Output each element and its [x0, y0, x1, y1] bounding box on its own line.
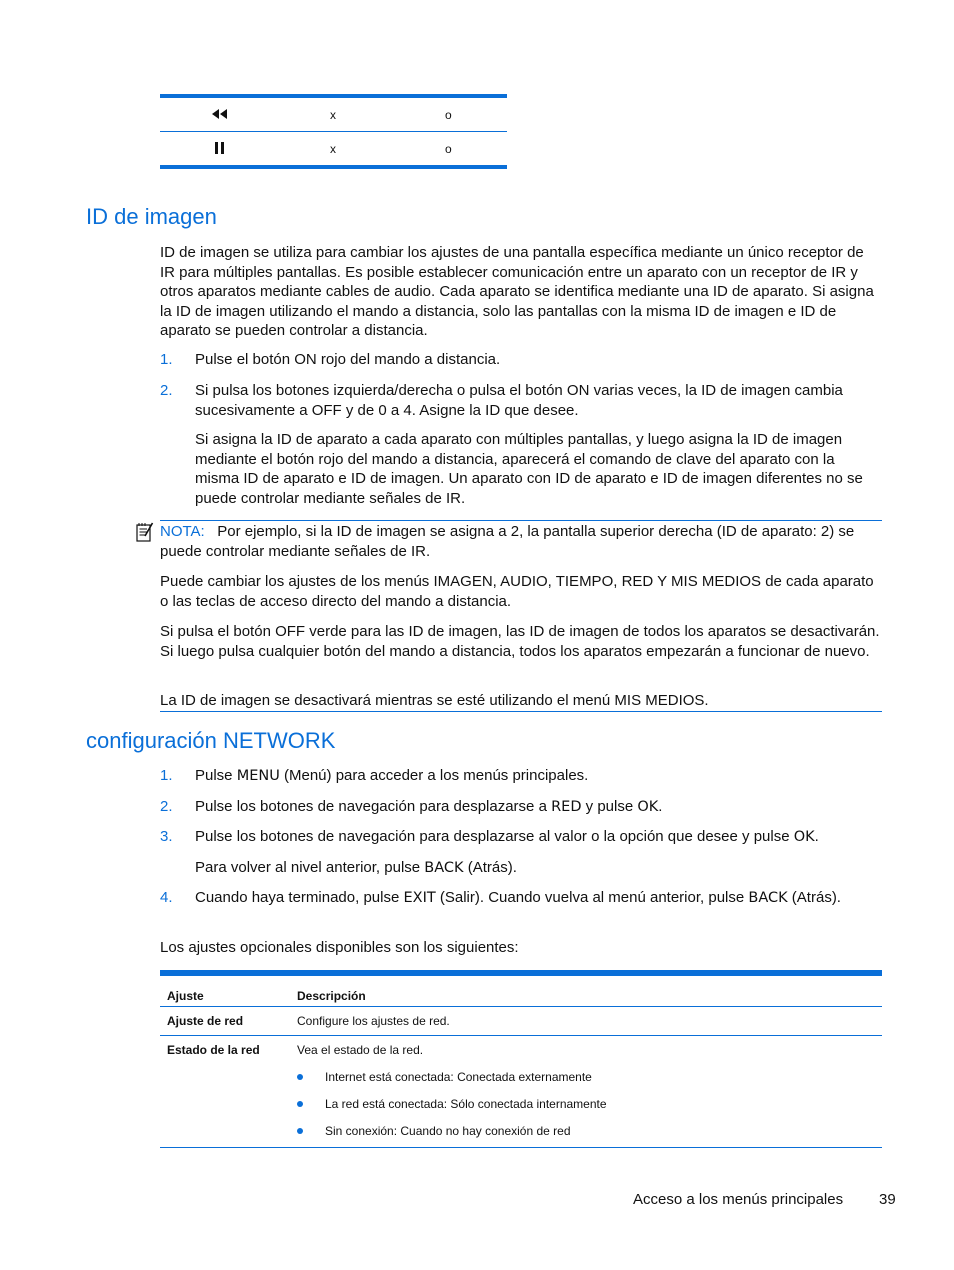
step-number: 1.	[160, 767, 173, 784]
step-number: 3.	[160, 828, 173, 845]
note-paragraph: Puede cambiar los ajustes de los menús IMAGEN, AUDIO, TIEMPO, RED Y MIS MEDIOS de cada aparato o las teclas de acceso directo del mando a distancia.	[160, 573, 874, 610]
table-row	[160, 1007, 882, 1036]
table-cell: o	[445, 108, 452, 122]
rewind-icon	[210, 107, 230, 121]
setting-description: Configure los ajustes de red.	[297, 1014, 450, 1028]
bullet-text: Sin conexión: Cuando no hay conexión de red	[325, 1124, 571, 1138]
step-number: 2.	[160, 382, 173, 399]
bullet-icon	[297, 1074, 303, 1080]
text-run: (Atrás).	[787, 889, 841, 906]
text-run: Pulse los botones de navegación para desplazarse a	[195, 798, 552, 815]
text-run: (Atrás).	[463, 859, 517, 876]
bullet-text: La red está conectada: Sólo conectada internamente	[325, 1097, 607, 1111]
note-paragraph: Si pulsa el botón OFF verde para las ID de imagen, las ID de imagen de todos los aparatos se desactivarán. Si luego pulsa cualquier botón del mando a distancia, todos los aparatos empezarán a funcionar de nuevo.	[160, 623, 880, 660]
step-subparagraph	[195, 858, 882, 879]
setting-description: Vea el estado de la red.	[297, 1043, 424, 1057]
table-cell: o	[445, 142, 452, 156]
note-top-rule	[160, 520, 882, 521]
options-intro: Los ajustes opcionales disponibles son los siguientes:	[160, 939, 519, 956]
note-paragraph	[160, 522, 882, 561]
note-text: Por ejemplo, si la ID de imagen se asigna a 2, la pantalla superior derecha (ID de aparato: 2) se puede controlar mediante señales de IR.	[160, 523, 855, 560]
text-run: (Salir). Cuando vuelva al menú anterior, pulse	[435, 889, 749, 906]
text-run: .	[658, 798, 663, 815]
setting-name: Ajuste de red	[167, 1014, 244, 1028]
step-number: 1.	[160, 351, 173, 368]
note-icon	[136, 522, 154, 542]
key-back: BACK	[424, 860, 464, 876]
table-row	[160, 98, 507, 131]
key-ok: OK	[637, 799, 659, 815]
text-run: (Menú) para acceder a los menús principales.	[279, 767, 589, 784]
note-paragraph: La ID de imagen se desactivará mientras se esté utilizando el menú MIS MEDIOS.	[160, 692, 709, 709]
table-cell: x	[330, 108, 336, 122]
section-title-id-imagen: ID de imagen	[86, 204, 217, 229]
page-number: 39	[879, 1191, 896, 1208]
text-run: y pulse	[581, 798, 638, 815]
key-red: RED	[551, 799, 582, 815]
step-text	[195, 797, 882, 818]
table-cell: x	[330, 142, 336, 156]
key-menu: MENU	[236, 768, 280, 784]
key-exit: EXIT	[403, 890, 436, 906]
remote-buttons-table	[160, 94, 507, 169]
note-label: NOTA:	[160, 523, 205, 540]
network-settings-table	[160, 970, 882, 1148]
step-text: Pulse el botón ON rojo del mando a distancia.	[195, 351, 501, 368]
table-row	[160, 1036, 882, 1148]
table-bottom-rule	[160, 165, 507, 169]
section-title-network: configuración NETWORK	[86, 728, 336, 753]
step-text	[195, 888, 882, 909]
column-header: Ajuste	[167, 989, 204, 1003]
bullet-icon	[297, 1101, 303, 1107]
step-text: Si pulsa los botones izquierda/derecha o pulsa el botón ON varias veces, la ID de imagen cambia sucesivamente a OFF y de 0 a 4. Asigne la ID que desee.	[195, 382, 843, 419]
intro-paragraph: ID de imagen se utiliza para cambiar los ajustes de una pantalla específica mediante un único receptor de IR para múltiples pantallas. Es posible establecer comunicación entre un aparato con un receptor de IR y otros aparatos mediante cables de audio. Cada aparato se identifica mediante una ID de aparato. Si asigna la ID de imagen utilizando el mando a distancia, solo las pantallas con la misma ID de imagen e ID de aparato se pueden controlar a distancia.	[160, 244, 874, 339]
bullet-text: Internet está conectada: Conectada externamente	[325, 1070, 592, 1084]
setting-name: Estado de la red	[167, 1043, 260, 1057]
text-run: .	[814, 828, 819, 845]
table-header-row	[160, 976, 882, 1007]
text-run: Pulse los botones de navegación para desplazarse al valor o la opción que desee y pulse	[195, 828, 794, 845]
step-subparagraph: Si asigna la ID de aparato a cada aparato con múltiples pantallas, y luego asigna la ID de imagen mediante el botón rojo del mando a distancia, aparecerá el comando de clave del aparato con la misma ID de aparato e ID de imagen. Un aparato con ID de aparato e ID de imagen diferentes no se puede controlar mediante señales de IR.	[195, 431, 863, 507]
column-header: Descripción	[297, 989, 366, 1003]
footer-section-name: Acceso a los menús principales	[633, 1191, 844, 1208]
key-ok: OK	[793, 829, 815, 845]
step-number: 2.	[160, 798, 173, 815]
step-text	[195, 827, 882, 848]
text-run: Cuando haya terminado, pulse	[195, 889, 404, 906]
note-bottom-rule	[160, 711, 882, 712]
step-number: 4.	[160, 889, 173, 906]
text-run: Pulse	[195, 767, 237, 784]
bullet-icon	[297, 1128, 303, 1134]
key-back: BACK	[748, 890, 788, 906]
step-text	[195, 766, 882, 787]
pause-icon	[210, 141, 230, 155]
text-run: Para volver al nivel anterior, pulse	[195, 859, 425, 876]
table-row	[160, 131, 507, 165]
